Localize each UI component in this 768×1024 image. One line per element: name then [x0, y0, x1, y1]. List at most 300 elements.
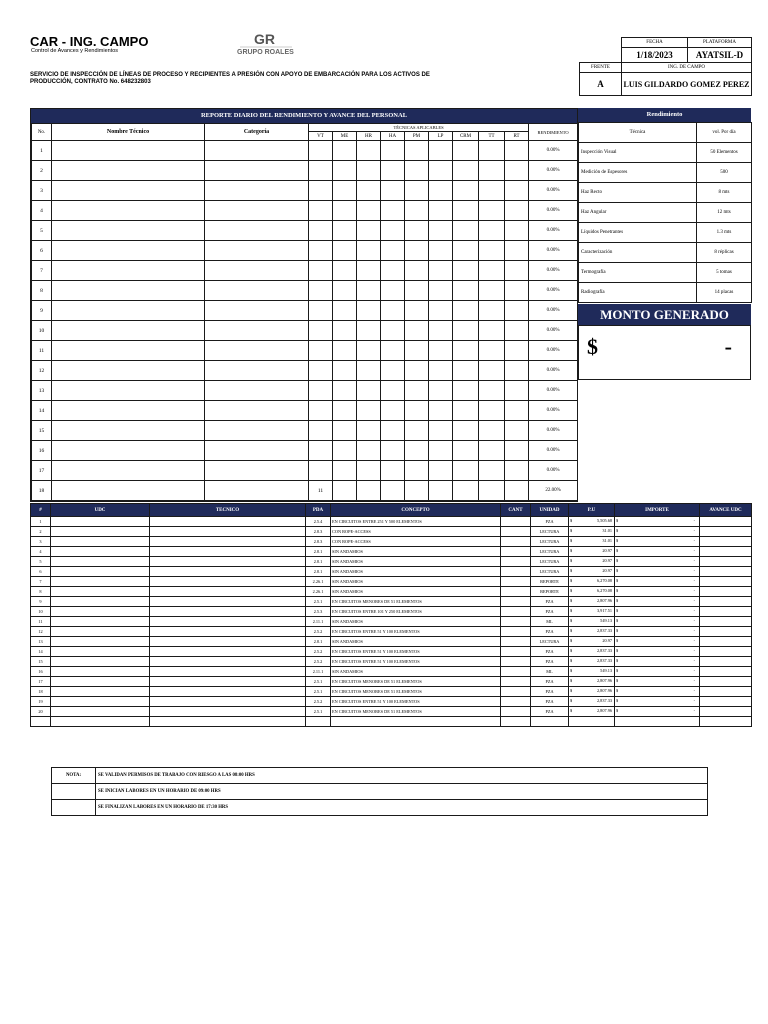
tecnico-cell[interactable]: [150, 547, 306, 557]
tecnico-cell[interactable]: [150, 567, 306, 577]
cant-cell[interactable]: [501, 587, 531, 597]
tecnica-cell[interactable]: [405, 261, 429, 281]
udc-cell[interactable]: [51, 697, 150, 707]
tecnica-cell[interactable]: [429, 421, 453, 441]
tecnica-cell[interactable]: [453, 401, 479, 421]
tecnica-cell[interactable]: [405, 341, 429, 361]
udc-row: [31, 657, 752, 667]
nombre-tecnico-cell[interactable]: [52, 221, 205, 241]
tecnica-cell[interactable]: [453, 201, 479, 221]
cant-cell[interactable]: [501, 537, 531, 547]
cant-cell[interactable]: [501, 657, 531, 667]
tecnica-cell[interactable]: [505, 341, 529, 361]
udc-row: [31, 547, 752, 557]
tecnica-cell[interactable]: [405, 321, 429, 341]
categoria-cell[interactable]: [205, 301, 309, 321]
categoria-cell[interactable]: [205, 161, 309, 181]
tecnica-cell[interactable]: [309, 281, 333, 301]
udc-cell[interactable]: [51, 547, 150, 557]
categoria-cell[interactable]: [205, 421, 309, 441]
tecnica-cell[interactable]: [453, 261, 479, 281]
udc-cell[interactable]: [51, 607, 150, 617]
tecnica-cell[interactable]: [505, 161, 529, 181]
tecnica-cell[interactable]: [333, 341, 357, 361]
tecnica-cell[interactable]: [453, 141, 479, 161]
tecnica-cell[interactable]: [357, 241, 381, 261]
cant-cell[interactable]: [501, 707, 531, 717]
tecnica-cell[interactable]: [479, 201, 505, 221]
tecnica-cell[interactable]: [405, 281, 429, 301]
tecnica-cell[interactable]: [333, 481, 357, 501]
nombre-tecnico-cell[interactable]: [52, 301, 205, 321]
categoria-cell[interactable]: [205, 221, 309, 241]
categoria-cell[interactable]: [205, 401, 309, 421]
udc-cell[interactable]: [51, 637, 150, 647]
pu-cell: [569, 657, 615, 667]
tecnico-cell[interactable]: [150, 677, 306, 687]
tecnica-cell[interactable]: [429, 201, 453, 221]
categoria-cell[interactable]: [205, 381, 309, 401]
tecnica-cell[interactable]: [405, 221, 429, 241]
tecnica-cell[interactable]: [429, 341, 453, 361]
tecnica-cell[interactable]: [357, 201, 381, 221]
tecnica-cell[interactable]: [357, 301, 381, 321]
udc-cell[interactable]: [51, 647, 150, 657]
tecnica-cell[interactable]: [405, 421, 429, 441]
nombre-tecnico-cell[interactable]: [52, 321, 205, 341]
tecnica-cell[interactable]: [479, 441, 505, 461]
tecnica-cell[interactable]: [505, 401, 529, 421]
nombre-tecnico-cell[interactable]: [52, 281, 205, 301]
tecnico-cell[interactable]: [150, 707, 306, 717]
tecnica-cell[interactable]: [479, 221, 505, 241]
tecnica-cell[interactable]: [405, 161, 429, 181]
col-pda: PDA: [306, 504, 331, 517]
tecnica-cell[interactable]: [333, 401, 357, 421]
tecnica-cell[interactable]: [381, 381, 405, 401]
pu-cell: [569, 637, 615, 647]
tecnica-cell[interactable]: [505, 361, 529, 381]
tecnico-cell[interactable]: [150, 577, 306, 587]
tecnica-cell[interactable]: [357, 441, 381, 461]
tecnica-cell[interactable]: [333, 221, 357, 241]
tecnica-cell[interactable]: [381, 321, 405, 341]
cant-cell[interactable]: [501, 567, 531, 577]
col-nombre-tecnico: Nombre Técnico: [52, 124, 205, 141]
tecnica-cell[interactable]: [429, 461, 453, 481]
tecnica-cell[interactable]: [309, 461, 333, 481]
tecnica-cell[interactable]: [479, 241, 505, 261]
categoria-cell[interactable]: [205, 461, 309, 481]
tecnica-cell[interactable]: [333, 321, 357, 341]
tecnico-cell[interactable]: [150, 687, 306, 697]
tecnica-cell[interactable]: [453, 481, 479, 501]
logo-graphic: [236, 30, 296, 56]
tecnica-cell[interactable]: [429, 281, 453, 301]
empty-cell: [700, 717, 752, 727]
tecnico-cell[interactable]: [150, 537, 306, 547]
tecnica-cell[interactable]: [357, 221, 381, 241]
nombre-tecnico-cell[interactable]: [52, 241, 205, 261]
avance-udc-cell: [700, 677, 752, 687]
tecnica-cell[interactable]: [381, 441, 405, 461]
udc-cell[interactable]: [51, 557, 150, 567]
unidad-cell: LECTURA: [531, 527, 569, 537]
tecnica-cell[interactable]: [453, 461, 479, 481]
tecnica-cell[interactable]: [309, 261, 333, 281]
tecnica-cell[interactable]: [309, 161, 333, 181]
tecnica-cell[interactable]: [429, 221, 453, 241]
udc-row: [31, 617, 752, 627]
pu-currency: $: [570, 688, 573, 693]
tecnica-cell[interactable]: [333, 461, 357, 481]
importe-cell: [615, 587, 700, 597]
tecnica-cell[interactable]: [505, 421, 529, 441]
nombre-tecnico-cell[interactable]: [52, 341, 205, 361]
tecnica-cell[interactable]: [479, 381, 505, 401]
tecnica-cell[interactable]: [429, 301, 453, 321]
categoria-cell[interactable]: [205, 341, 309, 361]
pu-currency: $: [570, 628, 573, 633]
udc-cell[interactable]: [51, 587, 150, 597]
tecnica-cell[interactable]: [505, 181, 529, 201]
categoria-cell[interactable]: [205, 321, 309, 341]
tecnico-cell[interactable]: [150, 557, 306, 567]
tecnica-cell[interactable]: [381, 421, 405, 441]
personal-row: [32, 481, 578, 501]
pu-cell: [569, 677, 615, 687]
importe-currency: $: [616, 658, 619, 663]
tecnica-cell[interactable]: [333, 301, 357, 321]
tecnica-cell[interactable]: [357, 341, 381, 361]
col-num: #: [31, 504, 51, 517]
tecnica-cell[interactable]: [309, 241, 333, 261]
personal-row: [32, 181, 578, 201]
tecnica-cell[interactable]: [357, 401, 381, 421]
tecnico-cell[interactable]: [150, 637, 306, 647]
udc-cell[interactable]: [51, 707, 150, 717]
categoria-cell[interactable]: [205, 441, 309, 461]
tecnica-cell[interactable]: [453, 441, 479, 461]
tecnica-cell[interactable]: [357, 141, 381, 161]
categoria-cell[interactable]: [205, 261, 309, 281]
udc-cell[interactable]: [51, 677, 150, 687]
tecnica-cell[interactable]: [429, 141, 453, 161]
cant-cell[interactable]: [501, 527, 531, 537]
tecnica-cell[interactable]: [309, 141, 333, 161]
categoria-cell[interactable]: [205, 281, 309, 301]
nombre-tecnico-cell[interactable]: [52, 461, 205, 481]
tecnico-cell[interactable]: [150, 517, 306, 527]
udc-cell[interactable]: [51, 667, 150, 677]
tecnico-cell[interactable]: [150, 647, 306, 657]
tecnica-cell[interactable]: [405, 361, 429, 381]
cant-cell[interactable]: [501, 557, 531, 567]
nombre-tecnico-cell[interactable]: [52, 481, 205, 501]
udc-cell[interactable]: [51, 527, 150, 537]
tecnica-cell[interactable]: [309, 181, 333, 201]
row-number: 3: [32, 181, 52, 201]
cant-cell[interactable]: [501, 647, 531, 657]
tecnica-cell[interactable]: [453, 321, 479, 341]
tecnica-cell[interactable]: [381, 221, 405, 241]
tecnica-cell[interactable]: 11: [309, 481, 333, 501]
tecnica-cell[interactable]: [333, 261, 357, 281]
pda-cell: 2.5.1: [306, 677, 331, 687]
tecnica-cell[interactable]: [479, 361, 505, 381]
nombre-tecnico-cell[interactable]: [52, 161, 205, 181]
tecnica-cell[interactable]: [357, 421, 381, 441]
tecnica-cell[interactable]: [333, 421, 357, 441]
tecnica-cell[interactable]: [333, 141, 357, 161]
tecnica-cell[interactable]: [309, 361, 333, 381]
cant-cell[interactable]: [501, 677, 531, 687]
tecnica-cell[interactable]: [309, 301, 333, 321]
udc-cell[interactable]: [51, 627, 150, 637]
cant-cell[interactable]: [501, 637, 531, 647]
tecnica-cell[interactable]: [333, 361, 357, 381]
col-tecnico: TECNICO: [150, 504, 306, 517]
nombre-tecnico-cell[interactable]: [52, 381, 205, 401]
tecnica-cell[interactable]: [505, 461, 529, 481]
tecnica-cell[interactable]: [357, 361, 381, 381]
tecnico-cell[interactable]: [150, 667, 306, 677]
tecnica-cell[interactable]: [381, 181, 405, 201]
tecnica-cell[interactable]: [333, 241, 357, 261]
udc-cell[interactable]: [51, 657, 150, 667]
tecnica-cell[interactable]: [333, 281, 357, 301]
rendimiento-cell: 0.00%: [529, 401, 578, 421]
nombre-tecnico-cell[interactable]: [52, 261, 205, 281]
concepto-cell: EN CIRCUITOS ENTRE 51 Y 100 ELEMENTOS: [331, 657, 501, 667]
cant-cell[interactable]: [501, 687, 531, 697]
tecnica-cell[interactable]: [479, 161, 505, 181]
row-number: 16: [32, 441, 52, 461]
tecnica-cell[interactable]: [405, 381, 429, 401]
tecnica-cell[interactable]: [479, 461, 505, 481]
pu-value: 2,837.33: [596, 658, 612, 663]
tecnica-cell[interactable]: [479, 341, 505, 361]
tecnica-cell[interactable]: [357, 321, 381, 341]
udc-row-number: 5: [31, 557, 51, 567]
nota-line-3: SE FINALIZAN LABORES EN UN HORARIO DE 17:30 HRS: [96, 800, 708, 816]
pda-cell: 2.5.2: [306, 697, 331, 707]
udc-cell[interactable]: [51, 597, 150, 607]
tecnica-cell[interactable]: [405, 301, 429, 321]
tecnica-cell[interactable]: [429, 241, 453, 261]
tecnica-cell[interactable]: [505, 261, 529, 281]
tecnica-cell[interactable]: [505, 281, 529, 301]
tecnica-cell[interactable]: [479, 481, 505, 501]
tecnica-cell[interactable]: [479, 301, 505, 321]
tecnica-cell[interactable]: [505, 321, 529, 341]
tecnica-cell[interactable]: [357, 481, 381, 501]
tecnica-cell[interactable]: [505, 221, 529, 241]
tecnico-cell[interactable]: [150, 617, 306, 627]
nombre-tecnico-cell[interactable]: [52, 441, 205, 461]
categoria-cell[interactable]: [205, 241, 309, 261]
tecnica-cell[interactable]: [333, 181, 357, 201]
tecnico-cell[interactable]: [150, 597, 306, 607]
tecnica-cell[interactable]: [505, 201, 529, 221]
cant-cell[interactable]: [501, 667, 531, 677]
tecnica-cell[interactable]: [381, 161, 405, 181]
nota-line-1: SE VALIDAN PERMISOS DE TRABAJO CON RIESGO A LAS 08:00 HRS: [96, 768, 708, 784]
cant-cell[interactable]: [501, 547, 531, 557]
udc-cell[interactable]: [51, 517, 150, 527]
tecnica-cell[interactable]: [453, 221, 479, 241]
pda-cell: 2.5.3: [306, 607, 331, 617]
nota-line-2: SE INICIAN LABORES EN UN HORARIO DE 09:00 HRS: [96, 784, 708, 800]
tecnica-cell[interactable]: [429, 481, 453, 501]
tecnica-cell[interactable]: [357, 181, 381, 201]
tecnica-cell[interactable]: [405, 481, 429, 501]
cant-cell[interactable]: [501, 617, 531, 627]
categoria-cell[interactable]: [205, 141, 309, 161]
tecnica-cell[interactable]: [505, 441, 529, 461]
tecnica-cell[interactable]: [453, 181, 479, 201]
pu-currency: $: [570, 708, 573, 713]
tecnica-cell[interactable]: [453, 381, 479, 401]
tecnica-cell[interactable]: [479, 281, 505, 301]
tecnica-cell[interactable]: [381, 401, 405, 421]
tecnica-cell[interactable]: [381, 241, 405, 261]
nombre-tecnico-cell[interactable]: [52, 181, 205, 201]
tecnica-name: Inspección Visual: [579, 143, 697, 163]
tecnica-name: Haz Angular: [579, 203, 697, 223]
tecnica-cell[interactable]: [381, 261, 405, 281]
categoria-cell[interactable]: [205, 201, 309, 221]
tecnico-cell[interactable]: [150, 607, 306, 617]
tecnica-cell[interactable]: [453, 241, 479, 261]
tecnica-cell[interactable]: [479, 261, 505, 281]
tecnica-cell[interactable]: [429, 181, 453, 201]
tecnica-cell[interactable]: [405, 181, 429, 201]
tecnica-cell[interactable]: [309, 221, 333, 241]
nombre-tecnico-cell[interactable]: [52, 141, 205, 161]
udc-cell[interactable]: [51, 687, 150, 697]
tecnica-cell[interactable]: [357, 381, 381, 401]
tecnica-cell[interactable]: [309, 421, 333, 441]
tecnica-cell[interactable]: [479, 421, 505, 441]
categoria-cell[interactable]: [205, 481, 309, 501]
tecnica-cell[interactable]: [333, 381, 357, 401]
cant-cell[interactable]: [501, 697, 531, 707]
tecnica-cell[interactable]: [405, 441, 429, 461]
tecnica-cell[interactable]: [381, 301, 405, 321]
tecnica-cell[interactable]: [453, 361, 479, 381]
tecnico-cell[interactable]: [150, 657, 306, 667]
unidad-cell: ML: [531, 667, 569, 677]
tecnica-cell[interactable]: [309, 341, 333, 361]
tecnica-cell[interactable]: [479, 321, 505, 341]
nombre-tecnico-cell[interactable]: [52, 201, 205, 221]
unidad-cell: PZA: [531, 677, 569, 687]
tecnica-cell[interactable]: [479, 401, 505, 421]
tecnica-cell[interactable]: [429, 261, 453, 281]
categoria-cell[interactable]: [205, 181, 309, 201]
cant-cell[interactable]: [501, 577, 531, 587]
cant-cell[interactable]: [501, 607, 531, 617]
tecnica-cell[interactable]: [309, 441, 333, 461]
avance-udc-cell: [700, 547, 752, 557]
tecnico-cell[interactable]: [150, 587, 306, 597]
tecnica-cell[interactable]: [405, 141, 429, 161]
tecnica-cell[interactable]: [381, 361, 405, 381]
tecnica-cell[interactable]: [453, 301, 479, 321]
tecnica-cell[interactable]: [405, 461, 429, 481]
tecnico-cell[interactable]: [150, 627, 306, 637]
pu-cell: [569, 587, 615, 597]
tecnica-cell[interactable]: [357, 281, 381, 301]
nombre-tecnico-cell[interactable]: [52, 421, 205, 441]
tecnica-cell[interactable]: [381, 141, 405, 161]
tecnica-cell[interactable]: [405, 201, 429, 221]
tecnica-cell[interactable]: [381, 341, 405, 361]
tecnica-cell[interactable]: [453, 281, 479, 301]
nombre-tecnico-cell[interactable]: [52, 401, 205, 421]
tecnica-cell[interactable]: [429, 321, 453, 341]
udc-cell[interactable]: [51, 567, 150, 577]
tecnica-cell[interactable]: [479, 141, 505, 161]
tecnica-cell[interactable]: [381, 201, 405, 221]
tecnica-cell[interactable]: [405, 401, 429, 421]
categoria-cell[interactable]: [205, 361, 309, 381]
tecnica-cell[interactable]: [453, 341, 479, 361]
tecnica-cell[interactable]: [505, 241, 529, 261]
col-udc: UDC: [51, 504, 150, 517]
udc-cell[interactable]: [51, 537, 150, 547]
tecnica-cell[interactable]: [309, 201, 333, 221]
tecnica-cell[interactable]: [505, 381, 529, 401]
tecnica-cell[interactable]: [309, 321, 333, 341]
tecnica-cell[interactable]: [357, 461, 381, 481]
tecnica-cell[interactable]: [505, 141, 529, 161]
tecnica-cell[interactable]: [333, 441, 357, 461]
tecnica-cell[interactable]: [429, 381, 453, 401]
tecnica-cell[interactable]: [309, 401, 333, 421]
tecnica-cell[interactable]: [357, 161, 381, 181]
tecnico-cell[interactable]: [150, 527, 306, 537]
tecnica-cell[interactable]: [429, 361, 453, 381]
udc-cell[interactable]: [51, 577, 150, 587]
tecnica-cell[interactable]: [453, 161, 479, 181]
tecnica-cell[interactable]: [453, 421, 479, 441]
tecnica-cell[interactable]: [479, 181, 505, 201]
importe-value: -: [693, 708, 695, 713]
cant-cell[interactable]: [501, 597, 531, 607]
tecnica-cell[interactable]: [381, 281, 405, 301]
nombre-tecnico-cell[interactable]: [52, 361, 205, 381]
tecnica-cell[interactable]: [505, 301, 529, 321]
tecnica-cell[interactable]: [381, 461, 405, 481]
tecnica-cell[interactable]: [429, 441, 453, 461]
tecnica-cell[interactable]: [429, 401, 453, 421]
tecnica-cell[interactable]: [333, 201, 357, 221]
tecnica-cell[interactable]: [333, 161, 357, 181]
tecnica-cell[interactable]: [381, 481, 405, 501]
cant-cell[interactable]: [501, 517, 531, 527]
tecnica-cell[interactable]: [309, 381, 333, 401]
tecnica-cell[interactable]: [357, 261, 381, 281]
rendimiento-cell: 0.00%: [529, 381, 578, 401]
udc-cell[interactable]: [51, 617, 150, 627]
tecnica-cell[interactable]: [505, 481, 529, 501]
cant-cell[interactable]: [501, 627, 531, 637]
tecnica-cell[interactable]: [405, 241, 429, 261]
tecnico-cell[interactable]: [150, 697, 306, 707]
tecnica-cell[interactable]: [429, 161, 453, 181]
